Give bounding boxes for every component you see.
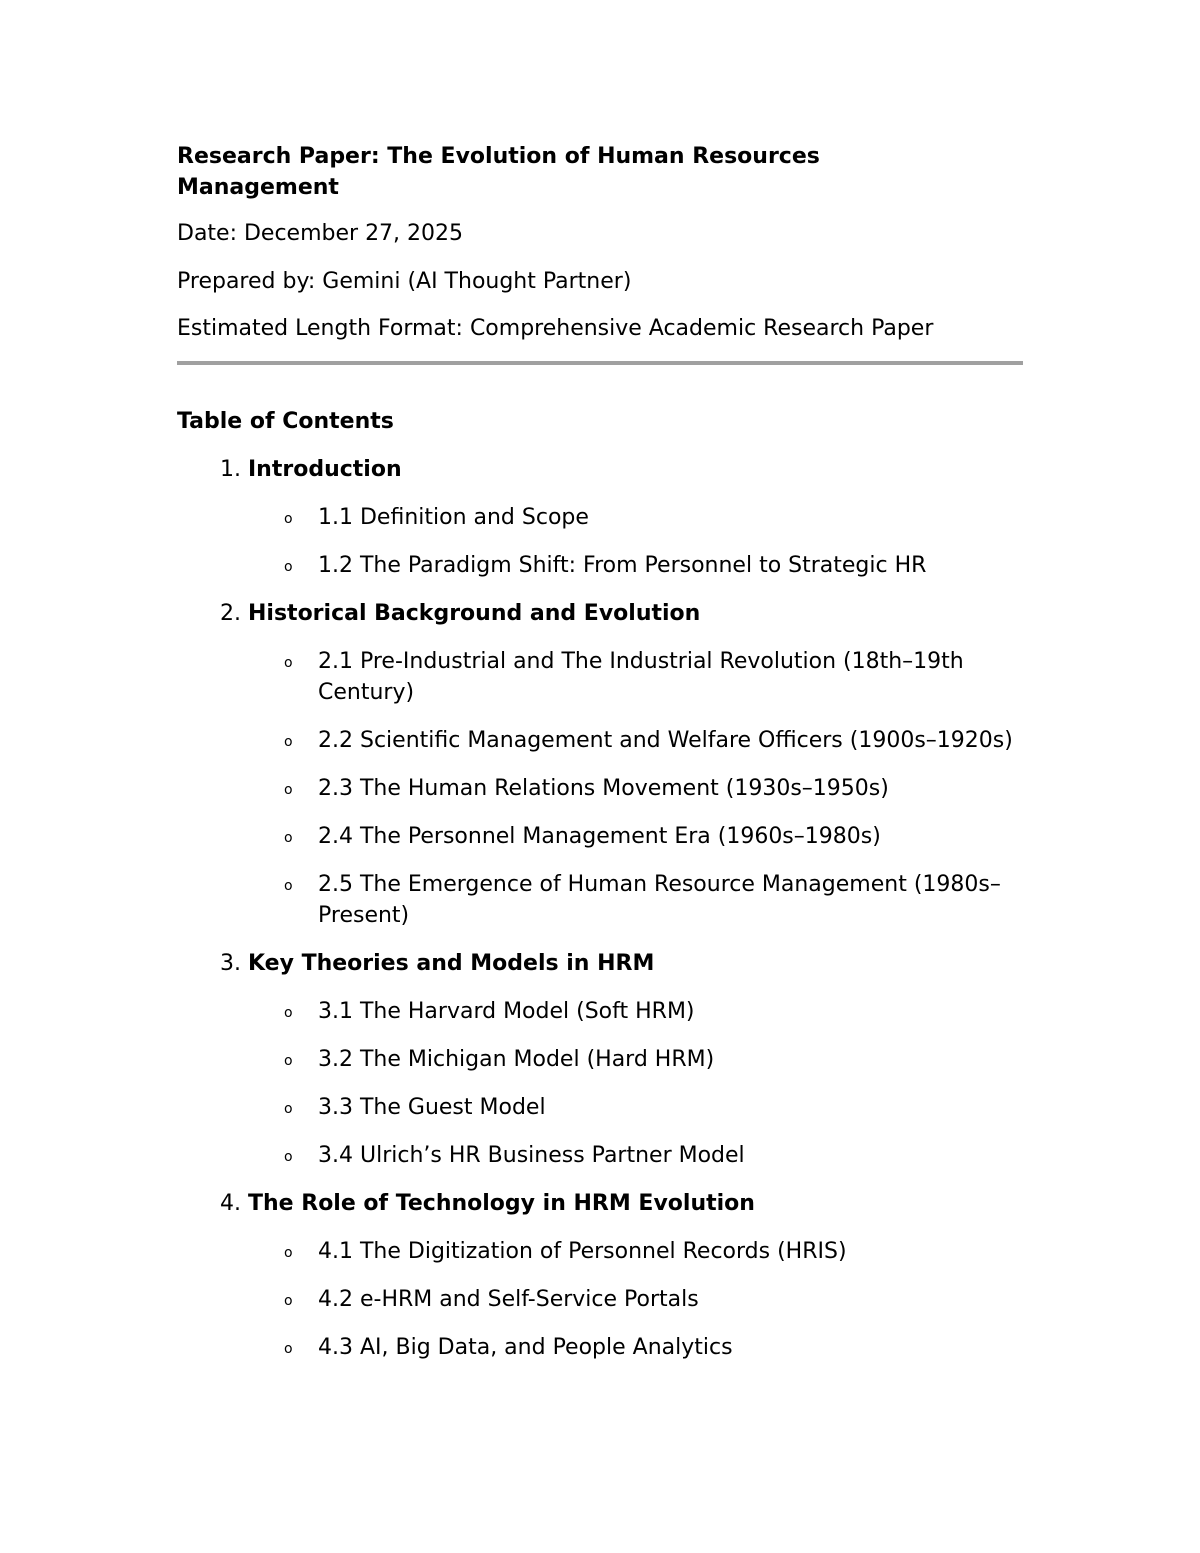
toc-section — [177, 454, 1023, 581]
toc-subsection-text: 1.1 Definition and Scope — [318, 505, 589, 530]
toc-subsection-list — [177, 996, 1023, 1171]
toc-subsection — [177, 502, 1023, 533]
toc-subsection-list — [177, 646, 1023, 931]
circle-bullet-icon: o — [284, 559, 293, 575]
prepared-by-line: Prepared by: Gemini (AI Thought Partner) — [177, 269, 632, 294]
bullet-cell — [177, 996, 318, 1027]
toc-section-number-cell — [177, 454, 248, 485]
circle-bullet-icon: o — [284, 1341, 293, 1357]
bullet-cell — [177, 1284, 318, 1315]
toc-subsection-text: 3.4 Ulrich’s HR Business Partner Model — [318, 1143, 745, 1168]
toc-section-title: Introduction — [248, 457, 402, 482]
toc-subsection — [177, 773, 1023, 804]
toc-section-number-cell — [177, 1188, 248, 1219]
date-line: Date: December 27, 2025 — [177, 221, 464, 246]
circle-bullet-icon: o — [284, 734, 293, 750]
bullet-cell — [177, 1332, 318, 1363]
toc-section-number-cell — [177, 598, 248, 629]
circle-bullet-icon: o — [284, 1053, 293, 1069]
bullet-cell — [177, 725, 318, 756]
bullet-cell — [177, 502, 318, 533]
toc-subsection — [177, 646, 1023, 708]
bullet-cell — [177, 1236, 318, 1267]
toc-subsection-text: 4.3 AI, Big Data, and People Analytics — [318, 1335, 733, 1360]
circle-bullet-icon: o — [284, 1005, 293, 1021]
toc-section — [177, 948, 1023, 1171]
toc-subsection-list — [177, 502, 1023, 581]
circle-bullet-icon: o — [284, 655, 293, 671]
horizontal-divider — [177, 361, 1023, 365]
toc-section-number: 3. — [220, 951, 241, 976]
toc-section-number: 4. — [220, 1191, 241, 1216]
toc-subsection — [177, 1044, 1023, 1075]
toc-subsection — [177, 996, 1023, 1027]
toc-subsection-text: 2.5 The Emergence of Human Resource Management (1980s–Present) — [318, 872, 1001, 928]
circle-bullet-icon: o — [284, 1245, 293, 1261]
toc-subsection — [177, 1092, 1023, 1123]
bullet-cell — [177, 1140, 318, 1171]
circle-bullet-icon: o — [284, 1101, 293, 1117]
circle-bullet-icon: o — [284, 1293, 293, 1309]
toc-section — [177, 598, 1023, 931]
toc-section-row — [177, 948, 1023, 979]
toc-subsection-text: 4.2 e-HRM and Self-Service Portals — [318, 1287, 699, 1312]
toc-subsection-text: 3.1 The Harvard Model (Soft HRM) — [318, 999, 695, 1024]
table-of-contents — [177, 454, 1023, 1380]
toc-section-row — [177, 598, 1023, 629]
toc-section-row — [177, 1188, 1023, 1219]
toc-section-title: Historical Background and Evolution — [248, 601, 701, 626]
circle-bullet-icon: o — [284, 782, 293, 798]
toc-subsection-text: 2.2 Scientific Management and Welfare Officers (1900s–1920s) — [318, 728, 1013, 753]
bullet-cell — [177, 821, 318, 852]
circle-bullet-icon: o — [284, 878, 293, 894]
bullet-cell — [177, 869, 318, 931]
toc-subsection — [177, 821, 1023, 852]
toc-subsection — [177, 1140, 1023, 1171]
toc-subsection — [177, 1332, 1023, 1363]
bullet-cell — [177, 773, 318, 804]
bullet-cell — [177, 646, 318, 708]
toc-section-number-cell — [177, 948, 248, 979]
toc-subsection-text: 4.1 The Digitization of Personnel Records (HRIS) — [318, 1239, 847, 1264]
toc-subsection-text: 2.3 The Human Relations Movement (1930s–1950s) — [318, 776, 889, 801]
toc-section-number: 1. — [220, 457, 241, 482]
toc-subsection — [177, 1236, 1023, 1267]
toc-section-title: The Role of Technology in HRM Evolution — [248, 1191, 755, 1216]
toc-subsection-text: 2.4 The Personnel Management Era (1960s–1980s) — [318, 824, 881, 849]
toc-subsection — [177, 869, 1023, 931]
bullet-cell — [177, 1092, 318, 1123]
toc-section — [177, 1188, 1023, 1363]
format-line: Estimated Length Format: Comprehensive Academic Research Paper — [177, 316, 934, 341]
toc-section-title: Key Theories and Models in HRM — [248, 951, 655, 976]
circle-bullet-icon: o — [284, 511, 293, 527]
toc-subsection-text: 3.2 The Michigan Model (Hard HRM) — [318, 1047, 715, 1072]
toc-section-row — [177, 454, 1023, 485]
toc-subsection — [177, 1284, 1023, 1315]
circle-bullet-icon: o — [284, 830, 293, 846]
toc-subsection — [177, 550, 1023, 581]
toc-subsection-text: 2.1 Pre-Industrial and The Industrial Revolution (18th–19th Century) — [318, 649, 964, 705]
toc-subsection-list — [177, 1236, 1023, 1363]
paper-title: Research Paper: The Evolution of Human Resources Management — [177, 144, 820, 200]
toc-subsection-text: 3.3 The Guest Model — [318, 1095, 546, 1120]
toc-subsection — [177, 725, 1023, 756]
circle-bullet-icon: o — [284, 1149, 293, 1165]
bullet-cell — [177, 1044, 318, 1075]
toc-subsection-text: 1.2 The Paradigm Shift: From Personnel to Strategic HR — [318, 553, 927, 578]
bullet-cell — [177, 550, 318, 581]
toc-heading: Table of Contents — [177, 409, 394, 434]
toc-section-number: 2. — [220, 601, 241, 626]
